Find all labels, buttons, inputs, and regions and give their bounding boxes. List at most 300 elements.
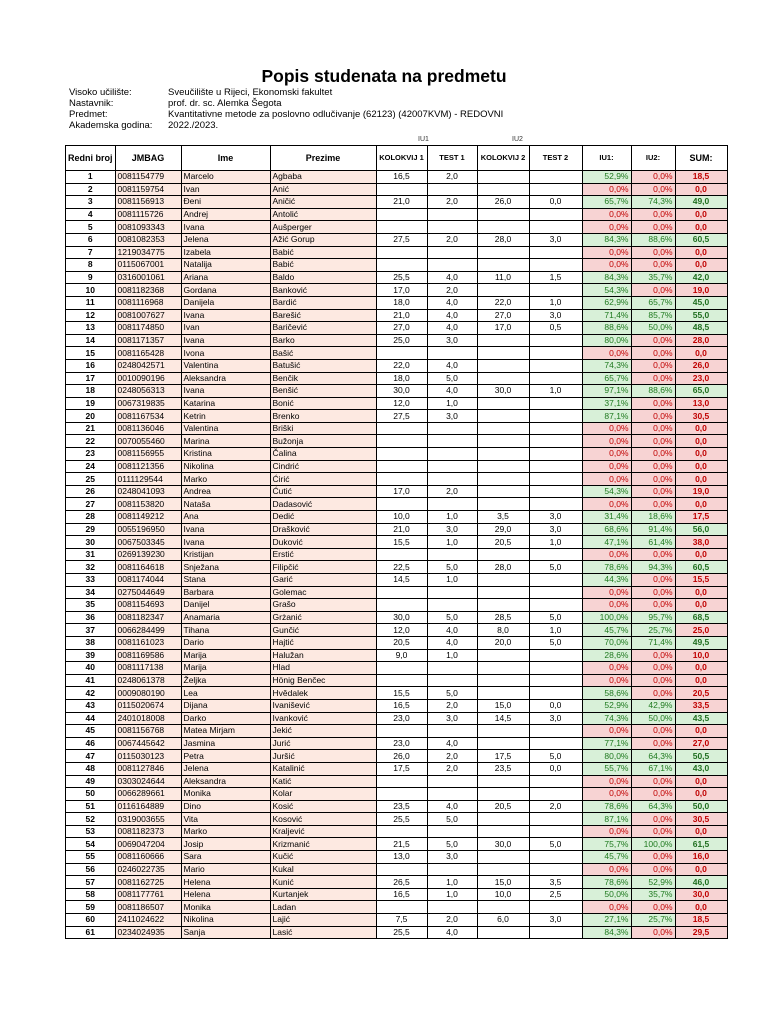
cell-sum: 0,0 (675, 599, 727, 612)
cell-sum: 0,0 (675, 448, 727, 461)
cell-iu2: 0,0% (631, 649, 675, 662)
cell-test-1: 3,0 (427, 523, 477, 536)
cell-kolokvij-2 (477, 788, 529, 801)
cell-test-1 (427, 863, 477, 876)
cell-ime: Marko (181, 825, 270, 838)
cell-redni-broj: 12 (66, 309, 116, 322)
table-row (66, 712, 728, 725)
cell-iu1: 0,0% (582, 208, 631, 221)
cell-iu1: 65,7% (582, 372, 631, 385)
cell-test-2: 1,0 (529, 296, 582, 309)
cell-ime: Natalija (181, 259, 270, 272)
cell-sum: 43,5 (675, 712, 727, 725)
cell-test-2 (529, 221, 582, 234)
cell-iu2: 0,0% (631, 435, 675, 448)
cell-kolokvij-2 (477, 901, 529, 914)
cell-redni-broj: 13 (66, 322, 116, 335)
cell-iu1: 27,1% (582, 914, 631, 927)
cell-test-2 (529, 725, 582, 738)
cell-kolokvij-1: 15,5 (376, 687, 427, 700)
cell-prezime: Ćirić (270, 473, 376, 486)
cell-jmbag: 0081154693 (115, 599, 181, 612)
cell-test-2 (529, 347, 582, 360)
cell-kolokvij-1: 22,5 (376, 561, 427, 574)
cell-kolokvij-2 (477, 574, 529, 587)
cell-kolokvij-2 (477, 171, 529, 184)
cell-kolokvij-2 (477, 448, 529, 461)
cell-test-1: 1,0 (427, 888, 477, 901)
cell-iu1: 37,1% (582, 397, 631, 410)
table-row (66, 888, 728, 901)
cell-ime: Izabela (181, 246, 270, 259)
cell-ime: Kristina (181, 448, 270, 461)
table-row (66, 536, 728, 549)
cell-kolokvij-1: 12,0 (376, 397, 427, 410)
cell-ime: Anamaria (181, 611, 270, 624)
cell-jmbag: 0066284499 (115, 624, 181, 637)
meta-row-course (69, 109, 503, 120)
cell-redni-broj: 48 (66, 762, 116, 775)
cell-kolokvij-2: 3,5 (477, 511, 529, 524)
cell-test-2 (529, 851, 582, 864)
cell-kolokvij-1 (376, 725, 427, 738)
cell-redni-broj: 9 (66, 271, 116, 284)
table-row (66, 246, 728, 259)
cell-iu1: 65,7% (582, 196, 631, 209)
cell-jmbag: 0248056313 (115, 385, 181, 398)
cell-prezime: Hlad (270, 662, 376, 675)
meta-value: Kvantitativne metode za poslovno odlučivanje (62123) (42007KVM) - REDOVNI (168, 109, 504, 120)
table-row (66, 624, 728, 637)
cell-redni-broj: 30 (66, 536, 116, 549)
header-sum: SUM: (675, 146, 727, 171)
cell-iu1: 0,0% (582, 662, 631, 675)
cell-test-2 (529, 498, 582, 511)
cell-iu1: 0,0% (582, 548, 631, 561)
cell-iu2: 0,0% (631, 171, 675, 184)
cell-kolokvij-1: 17,0 (376, 485, 427, 498)
cell-sum: 30,5 (675, 410, 727, 423)
cell-iu2: 0,0% (631, 284, 675, 297)
cell-iu1: 100,0% (582, 611, 631, 624)
table-row (66, 649, 728, 662)
cell-jmbag: 0303024644 (115, 775, 181, 788)
cell-test-2 (529, 674, 582, 687)
cell-iu1: 0,0% (582, 788, 631, 801)
table-row (66, 586, 728, 599)
cell-kolokvij-1: 27,0 (376, 322, 427, 335)
cell-jmbag: 2411024622 (115, 914, 181, 927)
cell-ime: Jelena (181, 762, 270, 775)
cell-test-1 (427, 460, 477, 473)
cell-redni-broj: 10 (66, 284, 116, 297)
cell-kolokvij-1 (376, 498, 427, 511)
table-row (66, 322, 728, 335)
cell-ime: Sanja (181, 926, 270, 939)
cell-redni-broj: 17 (66, 372, 116, 385)
cell-jmbag: 0234024935 (115, 926, 181, 939)
cell-iu1: 0,0% (582, 259, 631, 272)
cell-kolokvij-2 (477, 460, 529, 473)
cell-prezime: Lasić (270, 926, 376, 939)
cell-kolokvij-1 (376, 775, 427, 788)
cell-kolokvij-2 (477, 498, 529, 511)
cell-redni-broj: 54 (66, 838, 116, 851)
cell-test-1: 2,0 (427, 762, 477, 775)
cell-redni-broj: 42 (66, 687, 116, 700)
cell-prezime: Anić (270, 183, 376, 196)
cell-test-1 (427, 725, 477, 738)
cell-kolokvij-2 (477, 259, 529, 272)
cell-kolokvij-2: 11,0 (477, 271, 529, 284)
cell-test-1: 2,0 (427, 284, 477, 297)
cell-prezime: Kosović (270, 813, 376, 826)
cell-kolokvij-1: 13,0 (376, 851, 427, 864)
cell-ime: Jasmina (181, 737, 270, 750)
cell-prezime: Hajtić (270, 636, 376, 649)
cell-jmbag: 0081154779 (115, 171, 181, 184)
cell-iu2: 0,0% (631, 347, 675, 360)
cell-iu2: 64,3% (631, 800, 675, 813)
cell-jmbag: 0081160666 (115, 851, 181, 864)
cell-kolokvij-2: 10,0 (477, 888, 529, 901)
cell-sum: 0,0 (675, 498, 727, 511)
cell-iu1: 78,6% (582, 876, 631, 889)
cell-jmbag: 0081182373 (115, 825, 181, 838)
table-row (66, 599, 728, 612)
cell-iu2: 91,4% (631, 523, 675, 536)
cell-iu2: 0,0% (631, 410, 675, 423)
cell-test-1: 2,0 (427, 196, 477, 209)
cell-iu1: 44,3% (582, 574, 631, 587)
cell-jmbag: 0081161023 (115, 636, 181, 649)
cell-ime: Dino (181, 800, 270, 813)
cell-iu2: 0,0% (631, 687, 675, 700)
cell-kolokvij-2 (477, 599, 529, 612)
table-row (66, 636, 728, 649)
cell-test-1 (427, 259, 477, 272)
cell-prezime: Grżanić (270, 611, 376, 624)
table-row (66, 296, 728, 309)
cell-iu1: 0,0% (582, 498, 631, 511)
cell-iu1: 55,7% (582, 762, 631, 775)
cell-kolokvij-2: 8,0 (477, 624, 529, 637)
cell-test-2 (529, 259, 582, 272)
cell-sum: 42,0 (675, 271, 727, 284)
cell-iu2: 67,1% (631, 762, 675, 775)
table-header-row (66, 146, 728, 171)
cell-test-2 (529, 473, 582, 486)
cell-kolokvij-1: 16,5 (376, 699, 427, 712)
cell-kolokvij-2 (477, 221, 529, 234)
cell-test-2 (529, 687, 582, 700)
cell-test-2 (529, 548, 582, 561)
cell-test-1: 4,0 (427, 636, 477, 649)
cell-iu1: 78,6% (582, 561, 631, 574)
cell-test-1: 3,0 (427, 334, 477, 347)
cell-iu1: 45,7% (582, 851, 631, 864)
cell-test-1: 2,0 (427, 485, 477, 498)
cell-jmbag: 0067319835 (115, 397, 181, 410)
cell-kolokvij-2: 6,0 (477, 914, 529, 927)
cell-test-1 (427, 775, 477, 788)
cell-jmbag: 0081007627 (115, 309, 181, 322)
cell-iu2: 0,0% (631, 485, 675, 498)
cell-kolokvij-2 (477, 863, 529, 876)
cell-jmbag: 0116164889 (115, 800, 181, 813)
cell-jmbag: 0081117138 (115, 662, 181, 675)
cell-iu2: 50,0% (631, 322, 675, 335)
cell-jmbag: 0009080190 (115, 687, 181, 700)
header-test-1: TEST 1 (427, 146, 477, 171)
cell-redni-broj: 34 (66, 586, 116, 599)
cell-redni-broj: 32 (66, 561, 116, 574)
cell-jmbag: 0081186507 (115, 901, 181, 914)
cell-sum: 0,0 (675, 221, 727, 234)
cell-test-2: 1,0 (529, 385, 582, 398)
cell-prezime: Brenko (270, 410, 376, 423)
cell-iu1: 0,0% (582, 473, 631, 486)
cell-test-2 (529, 863, 582, 876)
cell-ime: Ivana (181, 523, 270, 536)
cell-test-2 (529, 485, 582, 498)
header-redni-broj: Redni broj (66, 146, 116, 171)
cell-ime: Katarina (181, 397, 270, 410)
cell-test-1 (427, 246, 477, 259)
cell-sum: 60,5 (675, 561, 727, 574)
table-row (66, 901, 728, 914)
cell-kolokvij-1: 30,0 (376, 385, 427, 398)
cell-ime: Nikolina (181, 460, 270, 473)
cell-sum: 45,0 (675, 296, 727, 309)
cell-ime: Marcelo (181, 171, 270, 184)
cell-redni-broj: 4 (66, 208, 116, 221)
cell-ime: Jelena (181, 233, 270, 246)
table-row (66, 372, 728, 385)
cell-redni-broj: 26 (66, 485, 116, 498)
cell-redni-broj: 60 (66, 914, 116, 927)
cell-iu2: 52,9% (631, 876, 675, 889)
cell-redni-broj: 8 (66, 259, 116, 272)
cell-iu1: 58,6% (582, 687, 631, 700)
cell-iu2: 0,0% (631, 422, 675, 435)
cell-jmbag: 0246022735 (115, 863, 181, 876)
cell-jmbag: 0316001061 (115, 271, 181, 284)
table-row (66, 674, 728, 687)
cell-kolokvij-2 (477, 359, 529, 372)
table-row (66, 359, 728, 372)
cell-sum: 38,0 (675, 536, 727, 549)
cell-ime: Nikolina (181, 914, 270, 927)
cell-iu1: 0,0% (582, 460, 631, 473)
cell-test-1 (427, 473, 477, 486)
cell-test-2: 1,5 (529, 271, 582, 284)
cell-redni-broj: 41 (66, 674, 116, 687)
cell-sum: 48,5 (675, 322, 727, 335)
table-row (66, 511, 728, 524)
cell-ime: Barbara (181, 586, 270, 599)
meta-row-academic-year (69, 120, 503, 131)
cell-test-2: 0,0 (529, 762, 582, 775)
cell-iu2: 18,6% (631, 511, 675, 524)
cell-prezime: Kunić (270, 876, 376, 889)
cell-test-2 (529, 574, 582, 587)
cell-iu1: 74,3% (582, 359, 631, 372)
cell-jmbag: 0115067001 (115, 259, 181, 272)
cell-ime: Željka (181, 674, 270, 687)
cell-test-1 (427, 901, 477, 914)
cell-sum: 16,0 (675, 851, 727, 864)
table-row (66, 851, 728, 864)
cell-jmbag: 0081174850 (115, 322, 181, 335)
cell-test-2 (529, 397, 582, 410)
cell-sum: 0,0 (675, 460, 727, 473)
cell-jmbag: 0248042571 (115, 359, 181, 372)
cell-kolokvij-1 (376, 548, 427, 561)
meta-row-institution (69, 87, 503, 98)
cell-kolokvij-2: 28,0 (477, 561, 529, 574)
cell-prezime: Katić (270, 775, 376, 788)
header-jmbag: JMBAG (115, 146, 181, 171)
cell-kolokvij-1: 17,0 (376, 284, 427, 297)
cell-prezime: Banković (270, 284, 376, 297)
cell-prezime: Jekić (270, 725, 376, 738)
cell-prezime: Cindrić (270, 460, 376, 473)
cell-test-2 (529, 422, 582, 435)
cell-test-1: 4,0 (427, 359, 477, 372)
cell-test-1: 4,0 (427, 309, 477, 322)
cell-jmbag: 0081093343 (115, 221, 181, 234)
cell-sum: 30,5 (675, 813, 727, 826)
cell-ime: Darko (181, 712, 270, 725)
cell-iu1: 74,3% (582, 712, 631, 725)
table-row (66, 662, 728, 675)
cell-prezime: Benčik (270, 372, 376, 385)
cell-jmbag: 0081156955 (115, 448, 181, 461)
cell-sum: 0,0 (675, 548, 727, 561)
table-row (66, 914, 728, 927)
cell-prezime: Agbaba (270, 171, 376, 184)
cell-prezime: Katalinić (270, 762, 376, 775)
cell-iu2: 0,0% (631, 599, 675, 612)
cell-prezime: Bužonja (270, 435, 376, 448)
cell-test-1 (427, 448, 477, 461)
cell-prezime: Bardić (270, 296, 376, 309)
cell-test-2: 3,0 (529, 309, 582, 322)
cell-prezime: Barešić (270, 309, 376, 322)
cell-iu2: 25,7% (631, 624, 675, 637)
cell-prezime: Grašo (270, 599, 376, 612)
cell-iu1: 0,0% (582, 347, 631, 360)
cell-kolokvij-1 (376, 422, 427, 435)
cell-test-1: 5,0 (427, 561, 477, 574)
cell-redni-broj: 47 (66, 750, 116, 763)
cell-kolokvij-2: 14,5 (477, 712, 529, 725)
cell-prezime: Kolar (270, 788, 376, 801)
cell-kolokvij-1 (376, 347, 427, 360)
cell-test-2: 3,0 (529, 914, 582, 927)
cell-test-2: 3,5 (529, 876, 582, 889)
cell-kolokvij-2: 22,0 (477, 296, 529, 309)
cell-kolokvij-2: 17,0 (477, 322, 529, 335)
cell-test-1: 4,0 (427, 926, 477, 939)
cell-iu1: 0,0% (582, 221, 631, 234)
cell-kolokvij-1 (376, 221, 427, 234)
cell-redni-broj: 23 (66, 448, 116, 461)
cell-test-2: 5,0 (529, 561, 582, 574)
cell-ime: Ivana (181, 385, 270, 398)
cell-ime: Ivona (181, 347, 270, 360)
cell-test-1: 3,0 (427, 851, 477, 864)
cell-sum: 26,0 (675, 359, 727, 372)
cell-redni-broj: 40 (66, 662, 116, 675)
cell-iu2: 0,0% (631, 737, 675, 750)
cell-jmbag: 0319003655 (115, 813, 181, 826)
cell-test-2 (529, 284, 582, 297)
cell-iu1: 52,9% (582, 171, 631, 184)
cell-test-1: 1,0 (427, 536, 477, 549)
cell-prezime: Gunčić (270, 624, 376, 637)
cell-redni-broj: 33 (66, 574, 116, 587)
cell-prezime: Kraljević (270, 825, 376, 838)
cell-iu1: 80,0% (582, 750, 631, 763)
cell-sum: 0,0 (675, 586, 727, 599)
cell-kolokvij-1: 30,0 (376, 611, 427, 624)
cell-iu1: 68,6% (582, 523, 631, 536)
cell-iu1: 0,0% (582, 674, 631, 687)
cell-iu2: 0,0% (631, 851, 675, 864)
cell-test-1: 3,0 (427, 410, 477, 423)
student-grades-table (65, 145, 728, 939)
cell-iu2: 85,7% (631, 309, 675, 322)
table-row (66, 687, 728, 700)
cell-ime: Ivan (181, 183, 270, 196)
cell-kolokvij-2 (477, 851, 529, 864)
cell-prezime: Golemac (270, 586, 376, 599)
cell-test-1 (427, 662, 477, 675)
cell-iu2: 94,3% (631, 561, 675, 574)
cell-test-2 (529, 926, 582, 939)
cell-iu2: 0,0% (631, 813, 675, 826)
cell-kolokvij-1: 26,5 (376, 876, 427, 889)
cell-kolokvij-1: 14,5 (376, 574, 427, 587)
cell-redni-broj: 49 (66, 775, 116, 788)
cell-iu2: 64,3% (631, 750, 675, 763)
cell-sum: 68,5 (675, 611, 727, 624)
cell-test-1 (427, 548, 477, 561)
table-row (66, 800, 728, 813)
iu1-group-label: IU1 (418, 136, 429, 143)
cell-test-1: 5,0 (427, 813, 477, 826)
cell-prezime: Čalina (270, 448, 376, 461)
cell-kolokvij-2 (477, 586, 529, 599)
cell-test-2 (529, 183, 582, 196)
cell-redni-broj: 3 (66, 196, 116, 209)
cell-kolokvij-1: 10,0 (376, 511, 427, 524)
cell-sum: 0,0 (675, 473, 727, 486)
cell-test-1 (427, 825, 477, 838)
cell-ime: Josip (181, 838, 270, 851)
table-row (66, 460, 728, 473)
table-row (66, 523, 728, 536)
cell-iu2: 0,0% (631, 498, 675, 511)
cell-sum: 60,5 (675, 233, 727, 246)
cell-iu1: 47,1% (582, 536, 631, 549)
cell-test-1: 5,0 (427, 838, 477, 851)
cell-redni-broj: 51 (66, 800, 116, 813)
cell-iu2: 0,0% (631, 775, 675, 788)
cell-prezime: Garić (270, 574, 376, 587)
